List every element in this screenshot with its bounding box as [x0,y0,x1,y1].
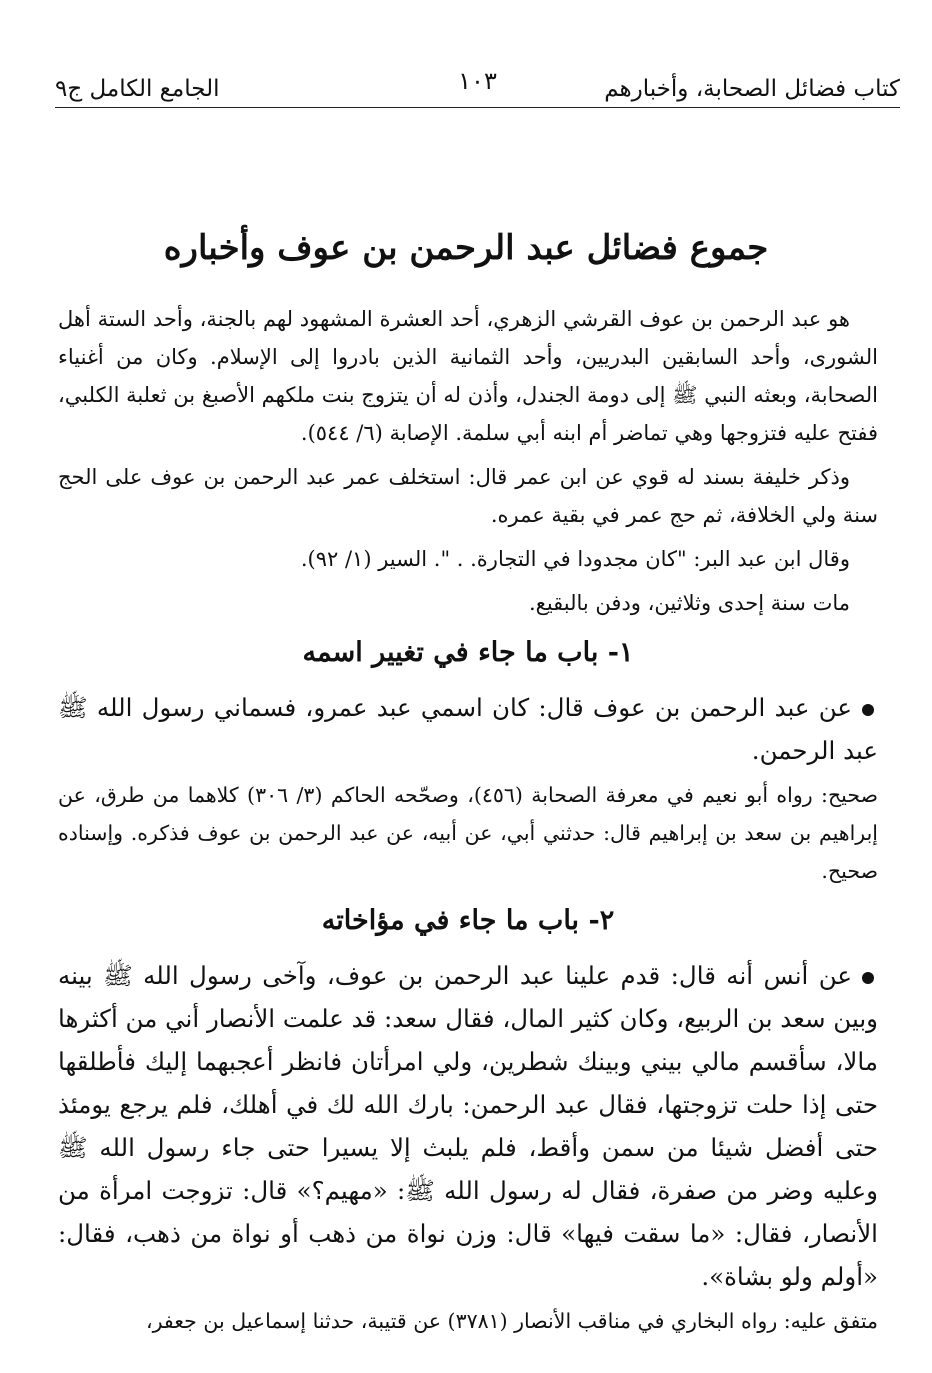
intro-paragraph-4: مات سنة إحدى وثلاثين، ودفن بالبقيع. [528,591,850,615]
page-body [58,300,878,1348]
takhrij-1: صحيح: رواه أبو نعيم في معرفة الصحابة (٤٥٦)، وصحّحه الحاكم (٣/ ٣٠٦) كلاهما من طرق، عن إبراهيم بن سعد بن إبراهيم قال: حدثني أبي، عن أبيه، عن عبد الرحمن بن عوف فذكره. وإسناده صحيح. [58,783,879,883]
hadith-1 [58,686,878,772]
hadith-1-text: عن عبد الرحمن بن عوف قال: كان اسمي عبد عمرو، فسماني رسول الله ﷺ عبد الرحمن. [58,693,878,765]
hadith-2-text: عن أنس أنه قال: قدم علينا عبد الرحمن بن عوف، وآخى رسول الله ﷺ بينه وبين سعد بن الربيع، وكان كثير المال، فقال سعد: قد علمت الأنصار أني من أكثرها مالا، سأقسم مالي بيني وبينك شطرين، ولي امرأتان فانظر أعجبهما إليك فأطلقها حتى إذا حلت تزوجتها، فقال عبد الرحمن: بارك الله لك في أهلك، فلم يرجع يومئذ حتى أفضل شيئا من سمن وأقط، فلم يلبث إلا يسيرا حتى جاء رسول الله ﷺ وعليه وضر من صفرة، فقال له رسول الله ﷺ: «مهيم؟» قال: تزوجت امرأة من الأنصار، فقال: «ما سقت فيها» قال: وزن نواة من ذهب أو نواة من ذهب، فقال: «أولم ولو بشاة». [58,961,878,1291]
intro-paragraph-3: وقال ابن عبد البر: "كان مجدودا في التجارة. . ". السير (١/ ٩٢). [300,547,850,571]
hadith-2 [58,954,878,1298]
header-book-title: كتاب فضائل الصحابة، وأخبارهم [604,76,900,102]
section-heading-2: ٢- باب ما جاء في مؤاخاته [321,905,615,936]
running-header [55,60,900,104]
takhrij-2: متفق عليه: رواه البخاري في مناقب الأنصار (٣٧٨١) عن قتيبة، حدثنا إسماعيل بن جعفر، [146,1309,878,1333]
intro-paragraph-1: هو عبد الرحمن بن عوف القرشي الزهري، أحد العشرة المشهود لهم بالجنة، وأحد الستة أهل الشورى، وأحد السابقين البدريين، وأحد الثمانية الذين بادروا إلى الإسلام. وكان من أغنياء الصحابة، وبعثه النبي ﷺ إلى دومة الجندل، وأذن له أن يتزوج بنت ملكهم الأصبغ بن ثعلبة الكلبي، ففتح عليه فتزوجها وهي تماضر أم ابنه أبي سلمة. الإصابة (٦/ ٥٤٤). [58,307,878,445]
header-rule [55,107,900,108]
section-heading-1: ١- باب ما جاء في تغيير اسمه [302,637,634,668]
header-volume: الجامع الكامل ج٩ [55,76,220,102]
bullet-icon [862,972,874,984]
bullet-icon [862,704,874,716]
chapter-title: جموع فضائل عبد الرحمن بن عوف وأخباره [163,228,769,268]
intro-paragraph-2: وذكر خليفة بسند له قوي عن ابن عمر قال: استخلف عمر عبد الرحمن بن عوف على الحج سنة ولي الخلافة، ثم حج عمر في بقية عمره. [58,465,878,527]
page-number: ١٠٣ [458,67,497,95]
